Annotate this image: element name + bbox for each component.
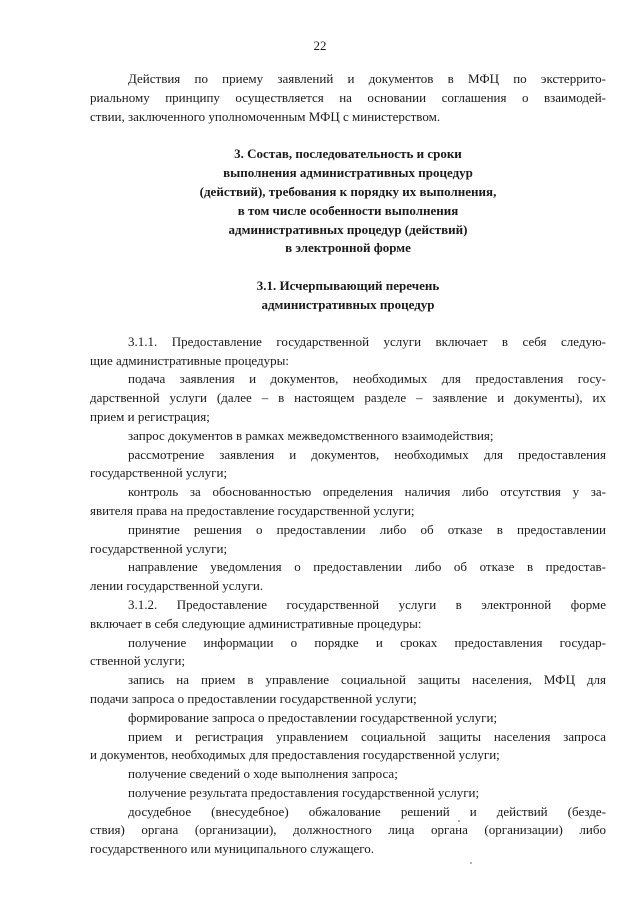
heading-line: 3. Состав, последовательность и сроки <box>234 146 462 162</box>
body-line: рассмотрение заявления и документов, необходимых для предоставления <box>128 446 606 462</box>
body-line: явителя права на предоставление государственной услуги; <box>90 502 415 518</box>
body-line: принятие решения о предоставлении либо об отказе в предоставлении <box>128 521 606 537</box>
heading-line: административных процедур <box>261 296 435 312</box>
body-line: и документов, необходимых для предоставления государственной услуги; <box>90 747 500 763</box>
body-line: запрос документов в рамках межведомственного взаимодействия; <box>128 427 494 443</box>
heading-line: (действий), требования к порядку их выполнения, <box>199 183 497 199</box>
body-line: государственного или муниципального служащего. <box>90 841 375 857</box>
section-3-1-heading <box>90 277 606 315</box>
body-line: 3.1.2. Предоставление государственной услуги в электронной форме <box>128 596 606 612</box>
intro-line: риальному принципу осуществляется на основании соглашения о взаимодей- <box>90 89 606 105</box>
procedures-list <box>90 333 606 859</box>
scan-speck <box>470 862 472 864</box>
body-line: государственной услуги; <box>90 465 228 481</box>
intro-line: ствии, заключенного уполномоченным МФЦ с министерством. <box>90 108 441 124</box>
intro-paragraph <box>90 70 606 126</box>
heading-line: в том числе особенности выполнения <box>237 202 459 218</box>
body-line: дарственной услуги (далее – в настоящем разделе – заявление и документы), их <box>90 390 606 406</box>
body-line: 3.1.1. Предоставление государственной услуги включает в себя следую- <box>128 333 606 349</box>
body-line: получение информации о порядке и сроках предоставления государ- <box>128 634 606 650</box>
body-line: государственной услуги; <box>90 540 228 556</box>
body-line: получение сведений о ходе выполнения запроса; <box>128 766 398 782</box>
page-number: 22 <box>313 38 327 53</box>
heading-line: в электронной форме <box>285 240 411 256</box>
body-line: включает в себя следующие административные процедуры: <box>90 615 422 631</box>
body-line: щие административные процедуры: <box>90 352 289 368</box>
body-line: контроль за обоснованностью определения наличия либо отсутствия у за- <box>128 484 606 500</box>
body-line: досудебное (внесудебное) обжалование решений и действий (безде- <box>128 803 606 819</box>
section-3-heading <box>90 145 606 258</box>
scan-speck <box>458 820 460 822</box>
body-line: подачи запроса о предоставлении государственной услуги; <box>90 690 417 706</box>
heading-line: 3.1. Исчерпывающий перечень <box>256 278 440 294</box>
body-line: подача заявления и документов, необходимых для предоставления госу- <box>128 371 606 387</box>
body-line: направление уведомления о предоставлении либо об отказе в предостав- <box>128 559 606 575</box>
body-line: прием и регистрация; <box>90 408 210 424</box>
body-line: запись на прием в управление социальной защиты населения, МФЦ для <box>128 672 606 688</box>
body-line: лении государственной услуги. <box>90 578 264 594</box>
heading-line: административных процедур (действий) <box>228 221 468 237</box>
intro-line: Действия по приему заявлений и документов в МФЦ по экстеррито- <box>128 71 606 86</box>
document-content <box>90 70 606 859</box>
body-line: ствия) органа (организации), должностного лица органа (организации) либо <box>90 822 606 838</box>
body-line: ственной услуги; <box>90 653 186 669</box>
body-line: формирование запроса о предоставлении государственной услуги; <box>128 709 498 725</box>
body-line: получение результата предоставления государственной услуги; <box>128 784 480 800</box>
body-line: прием и регистрация управлением социальной защиты населения запроса <box>128 728 606 744</box>
heading-line: выполнения административных процедур <box>223 165 473 181</box>
